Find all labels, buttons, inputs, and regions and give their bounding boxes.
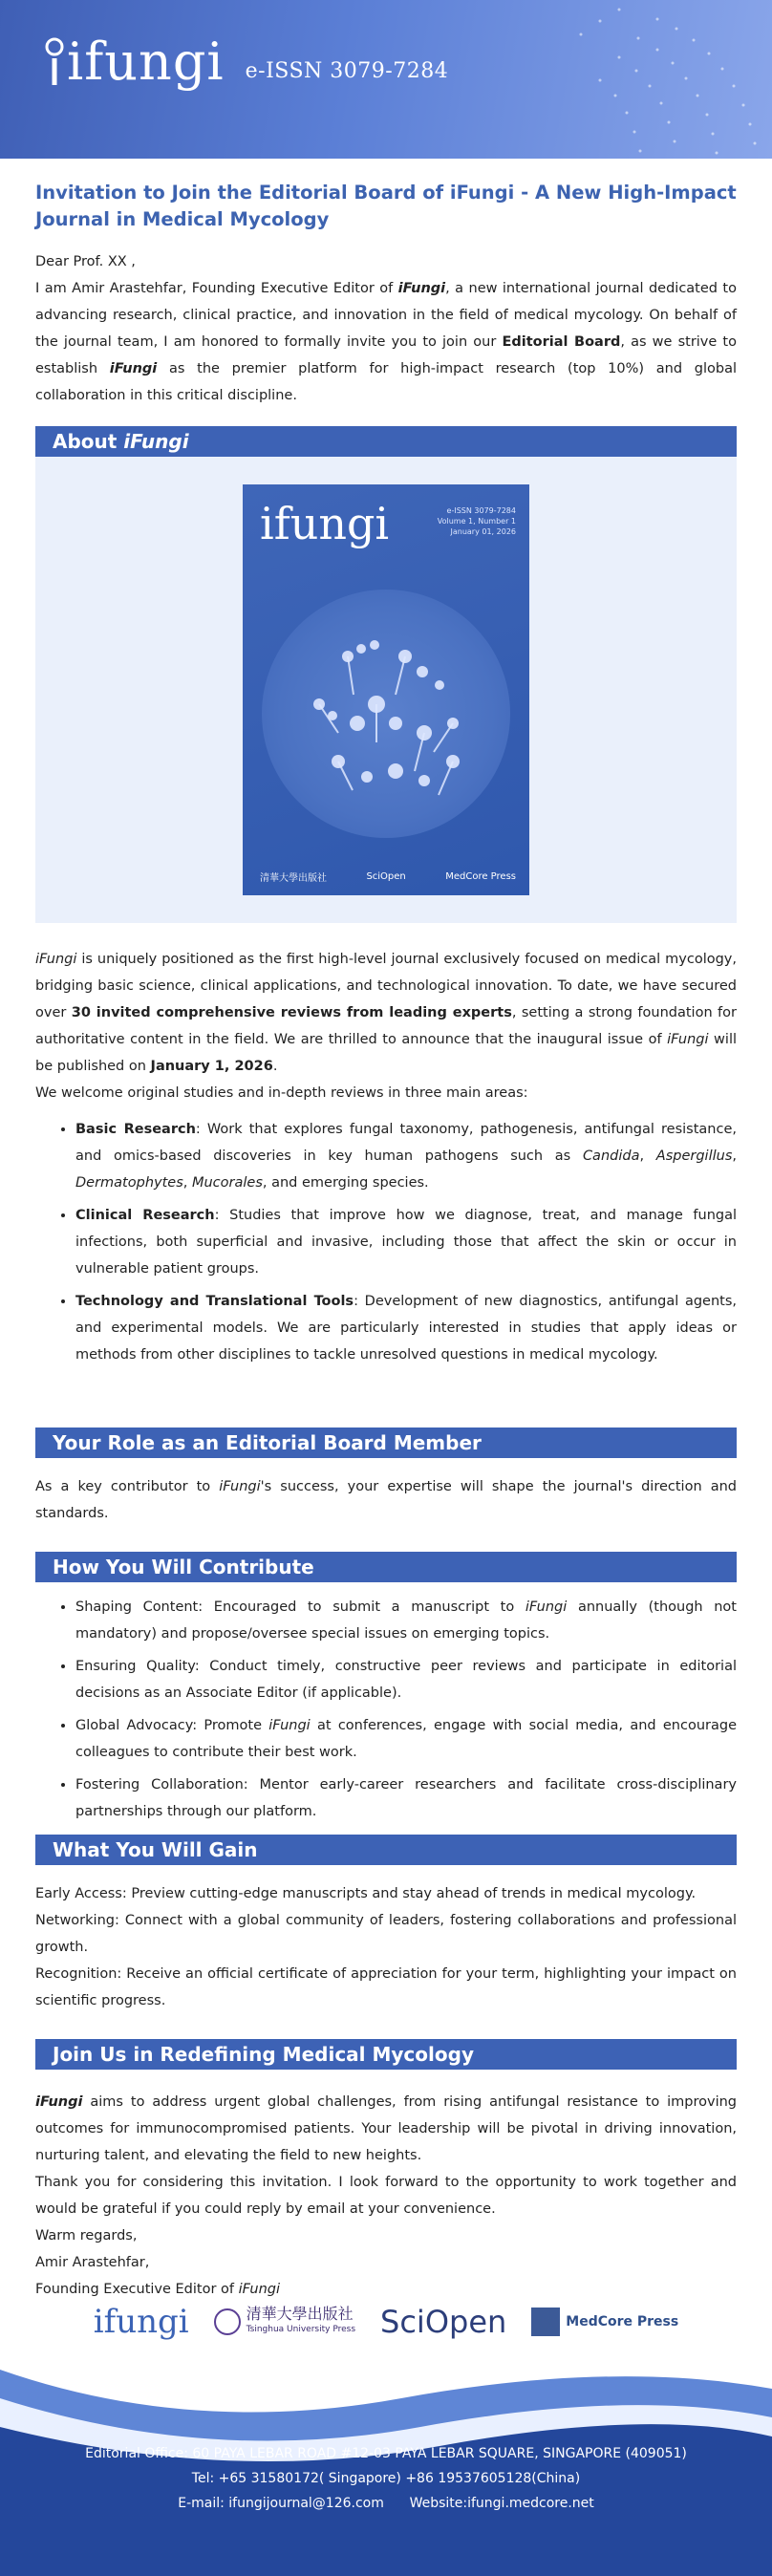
greeting: Dear Prof. XX ,: [35, 254, 136, 269]
cover-publisher-medcore: MedCore Press: [445, 871, 516, 882]
gain-item: Networking: Connect with a global community of leaders, fostering collaborations and professional growth.: [35, 1913, 737, 1955]
cover-issn: e-ISSN 3079-7284: [446, 506, 516, 515]
tsinghua-en: Tsinghua University Press: [246, 2325, 356, 2334]
join-section: [35, 2089, 737, 2303]
about-header-journal: iFungi: [123, 430, 189, 453]
list-item: [75, 1771, 737, 1825]
signature-role-text: Founding Executive Editor of: [35, 2282, 239, 2297]
cover-date: January 01, 2026: [450, 527, 516, 536]
species-name: Dermatophytes: [75, 1175, 183, 1191]
area-title: Basic Research: [75, 1122, 196, 1137]
intro-text-3: , as we strive to establish: [35, 334, 737, 376]
contrib-text: at conferences, engage with social media, and encourage colleagues to contribute their best work.: [75, 1718, 737, 1760]
gain-item: Recognition: Receive an official certificate of appreciation for your term, highlighting your impact on scientific progress.: [35, 1966, 737, 2008]
contrib-text: Global Advocacy: Promote: [75, 1718, 269, 1733]
footer-contact: [0, 2441, 772, 2516]
about-reviews-highlight: 30 invited comprehensive reviews from leading experts: [71, 1005, 512, 1020]
about-text-4: .: [272, 1059, 278, 1074]
role-journal-name: iFungi: [219, 1479, 261, 1494]
about-text-2: , setting a strong foundation for authoritative content in the field. We are thrilled to announce that the inaugural issue of: [35, 1005, 737, 1047]
contrib-journal-name: iFungi: [525, 1599, 568, 1615]
partner-sciopen-logo: SciOpen: [380, 2304, 507, 2340]
list-item: [75, 1202, 737, 1282]
contribute-header: How You Will Contribute: [35, 1552, 737, 1582]
intro-text-4: as the premier platform for high-impact research (top 10%) and global collaboration in this critical discipline.: [35, 361, 737, 403]
separator: ,: [732, 1148, 737, 1164]
area-text: : Development of new diagnostics, antifungal agents, and experimental models. We are particularly interested in studies that apply ideas or methods from other disciplines to tackle unresolved questions in medical mycology.: [75, 1294, 737, 1363]
separator: ,: [639, 1148, 656, 1164]
join-paragraph: [35, 2089, 737, 2169]
tsinghua-cn: 清華大學出版社: [246, 2305, 354, 2323]
cover-title: ifungi: [260, 498, 390, 549]
medcore-text: MedCore Press: [566, 2314, 679, 2329]
header-issn: e-ISSN 3079-7284: [245, 58, 449, 83]
list-item: [75, 1116, 737, 1196]
cover-illustration: [262, 590, 510, 838]
list-item: [75, 1594, 737, 1647]
header-banner: [0, 0, 772, 159]
join-journal-name: iFungi: [35, 2094, 83, 2110]
footer-email-website[interactable]: E-mail: ifungijournal@126.com Website:ifungi.medcore.net: [178, 2496, 594, 2511]
cover-publisher-sciopen: SciOpen: [366, 871, 406, 882]
intro-journal-name: iFungi: [397, 281, 446, 296]
about-areas-intro: We welcome original studies and in-depth reviews in three main areas:: [35, 1085, 528, 1101]
list-item: [75, 1288, 737, 1368]
species-name: Mucorales: [191, 1175, 263, 1191]
role-header: Your Role as an Editorial Board Member: [35, 1428, 737, 1458]
intro-editorial-board: Editorial Board: [502, 334, 621, 350]
species-name: Aspergillus: [655, 1148, 733, 1164]
area-text: : Work that explores fungal taxonomy, pathogenesis, antifungal resistance, and omics-based discoveries in key human pathogens such as: [75, 1122, 738, 1164]
role-text-1: As a key contributor to: [35, 1479, 220, 1494]
footer-office: Editorial Office: 60 PAYA LEBAR ROAD #12-03 PAYA LEBAR SQUARE, SINGAPORE (409051): [85, 2446, 687, 2461]
research-areas-list: [75, 1116, 737, 1368]
intro-text-2: , a new international journal dedicated to advancing research, clinical practice, and innovation in the field of medical mycology. On behalf of the journal team, I am honored to formally invite you to join our: [35, 281, 737, 350]
about-cover-box: [35, 457, 737, 923]
about-date-highlight: January 1, 2026: [150, 1059, 273, 1074]
contrib-text: Shaping Content: Encouraged to submit a manuscript to: [75, 1599, 525, 1615]
cover-volume: Volume 1, Number 1: [437, 517, 516, 526]
area-text: : Studies that improve how we diagnose, treat, and manage fungal infections, both superficial and invasive, including those that affect the skin or occur in vulnerable patient groups.: [75, 1208, 737, 1277]
contribute-list: [75, 1594, 737, 1825]
list-item: [75, 1653, 737, 1707]
area-title: Technology and Translational Tools: [75, 1294, 354, 1309]
contrib-text: annually (though not mandatory) and propose/oversee special issues on emerging topics.: [75, 1599, 737, 1642]
contrib-text: Ensuring Quality: Conduct timely, constructive peer reviews and participate in editorial decisions as an Associate Editor (if applicable).: [75, 1659, 737, 1701]
about-text-3: will be published on: [35, 1032, 738, 1074]
about-header: [35, 426, 737, 457]
about-journal-name: iFungi: [35, 952, 77, 967]
closing: Warm regards,: [35, 2228, 138, 2243]
area-title: Clinical Research: [75, 1208, 215, 1223]
intro-journal-name-2: iFungi: [109, 361, 158, 376]
join-header: Join Us in Redefining Medical Mycology: [35, 2039, 737, 2070]
about-paragraph: [35, 946, 737, 1080]
role-paragraph: [35, 1473, 737, 1527]
separator: ,: [182, 1175, 192, 1191]
fungi-illustration-icon: [262, 590, 510, 838]
gain-header: What You Will Gain: [35, 1835, 737, 1865]
cover-footer: [260, 869, 516, 884]
header-logo-text: ifungi: [67, 32, 225, 92]
join-text: aims to address urgent global challenges, from rising antifungal resistance to improving outcomes for immunocompromised patients. Your leadership will be pivotal in driving innovation, nurturing talent, and elevating the field to new heights.: [35, 2094, 737, 2163]
gain-item: Early Access: Preview cutting-edge manuscripts and stay ahead of trends in medical mycology.: [35, 1886, 697, 1901]
page-title: Invitation to Join the Editorial Board of iFungi - A New High-Impact Journal in Medical Mycology: [35, 182, 737, 230]
about-journal-name-2: iFungi: [667, 1032, 709, 1047]
contrib-text: Fostering Collaboration: Mentor early-career researchers and facilitate cross-disciplinary partnerships through our platform.: [75, 1777, 737, 1819]
cover-meta: [438, 505, 516, 537]
intro-text-1: I am Amir Arastehfar, Founding Executive Editor of: [35, 281, 398, 296]
footer-tel: Tel: +65 31580172( Singapore) +86 19537605128(China): [191, 2471, 581, 2486]
thanks-paragraph: Thank you for considering this invitation. I look forward to the opportunity to work together and would be grateful if you could reply by email at your convenience.: [35, 2175, 737, 2217]
journal-cover-image: [243, 484, 529, 895]
letter-body: [0, 180, 772, 2303]
gain-list: [35, 1880, 737, 2014]
role-text-2: 's success, your expertise will shape the journal's direction and standards.: [35, 1479, 737, 1521]
contrib-journal-name: iFungi: [268, 1718, 311, 1733]
signature-journal-name: iFungi: [238, 2282, 281, 2297]
intro-paragraph: [35, 275, 737, 409]
partner-ifungi-logo: ifungi: [93, 2303, 189, 2341]
area-text: , and emerging species.: [262, 1175, 429, 1191]
about-text-1: is uniquely positioned as the first high-level journal exclusively focused on medical mycology, bridging basic science, clinical applications, and technological innovation. To date, we have secured over: [35, 952, 737, 1020]
list-item: [75, 1712, 737, 1766]
cover-publisher-tsinghua: 清華大學出版社: [260, 873, 327, 884]
ifungi-logo-icon: [42, 37, 67, 87]
about-header-text: About: [53, 430, 124, 453]
header-logo: [42, 32, 449, 92]
signature-name: Amir Arastehfar,: [35, 2255, 150, 2270]
species-name: Candida: [582, 1148, 640, 1164]
